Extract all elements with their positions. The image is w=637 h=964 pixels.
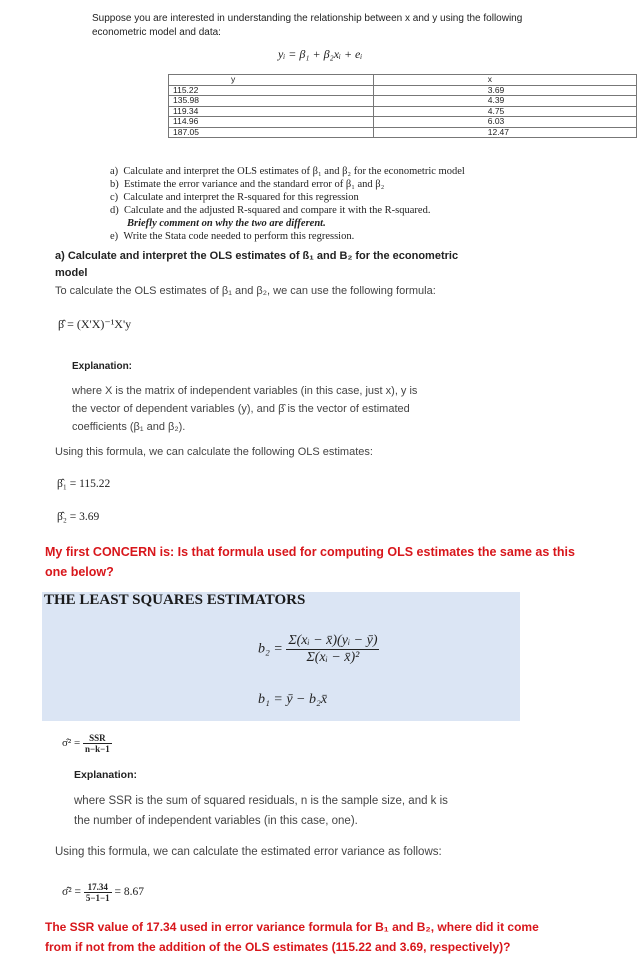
question-letter: e) [110,231,119,242]
data-table-wrapper [168,74,637,138]
variance-formula [62,733,112,754]
using-formula-text: Using this formula, we can calculate the following OLS estimates: [55,446,373,458]
data-table [168,74,637,138]
table-header-row [169,75,637,86]
b1-formula: b₁ = ȳ − b₂x̄ [258,692,328,707]
formula-intro: To calculate the OLS estimates of β₁ and β₂, we can use the following formula: [55,285,436,297]
problem-intro-line2: econometric model and data: [92,27,221,38]
table-row [169,96,637,107]
explanation-line1: where X is the matrix of independent variables (in this case, just x), y is [72,385,418,397]
table-header-x: x [373,75,636,86]
concern-2 [45,917,539,957]
b2-denominator: Σ(xᵢ − x̄)² [306,650,360,665]
variance-calculation [62,882,144,903]
variance-calc-fraction [84,882,112,903]
answer-heading-line2: model [55,267,88,279]
ols-formula: β̂ = (X'X)⁻¹X'y [58,317,132,331]
b2-numerator: Σ(xᵢ − x̄)(yᵢ − ȳ) [288,633,378,648]
answer-heading-line1: a) Calculate and interpret the OLS estimates of ß₁ and B₂ for the econometric [55,250,459,262]
variance-numerator: SSR [83,733,112,744]
table-cell-x: 3.69 [373,85,636,96]
question-item [110,165,465,178]
explanation-line3: coefficients (β₁ and β₂). [72,421,186,433]
question-item [110,230,465,243]
variance-denominator: n−k−1 [84,744,110,754]
problem-intro [92,12,522,40]
table-cell-x: 4.75 [373,106,636,117]
question-letter: a) [110,166,119,177]
question-letter: c) [110,192,119,203]
table-cell-y: 135.98 [169,96,374,107]
question-item [110,178,465,191]
table-row [169,85,637,96]
b2-estimate: β̂₂ = 3.69 [57,511,100,523]
concern-2-line1: The SSR value of 17.34 used in error variance formula for B₁ and B₂, where did it come [45,920,539,934]
model-equation: yᵢ = β₁ + β₂xᵢ + eᵢ [278,47,363,61]
variance-fraction [83,733,112,754]
question-item [110,191,465,204]
question-letter: b) [110,179,119,190]
question-text: Estimate the error variance and the standard error of β₁ and β₂ [124,179,385,190]
question-letter: d) [110,205,119,216]
concern-1 [45,542,575,582]
table-header-y: y [169,75,374,86]
answer-heading [55,248,458,282]
question-text: Calculate and interpret the OLS estimates of β₁ and β₂ for the econometric model [123,166,465,177]
concern-2-line2: from if not from the addition of the OLS estimates (115.22 and 3.69, respectively)? [45,940,511,954]
concern-1-line2: one below? [45,565,114,579]
variance-lhs: σ̂² = [62,737,81,750]
question-text: Write the Stata code needed to perform this regression. [123,231,355,242]
variance-calc-result: = 8.67 [114,886,145,899]
table-cell-y: 119.34 [169,106,374,117]
explanation-label: Explanation: [72,361,133,372]
table-cell-y: 115.22 [169,85,374,96]
variance-explanation-body [74,791,448,831]
b1-estimate: β̂₁ = 115.22 [57,478,111,490]
table-cell-x: 12.47 [373,127,636,138]
table-row [169,117,637,128]
question-text: Calculate and the adjusted R-squared and compare it with the R-squared. [124,205,431,216]
variance-calc-denominator: 5−1−1 [85,893,110,903]
table-row [169,127,637,138]
question-text: Briefly comment on why the two are different. [127,218,326,229]
table-cell-x: 6.03 [373,117,636,128]
variance-calc-lhs: σ̂² = [62,886,82,899]
explanation-body [72,382,417,436]
variance-explanation-line2: the number of independent variables (in this case, one). [74,815,358,827]
question-item [110,204,465,217]
table-cell-y: 187.05 [169,127,374,138]
concern-1-line1: My first CONCERN is: Is that formula used for computing OLS estimates the same as this [45,545,575,559]
table-cell-y: 114.96 [169,117,374,128]
variance-explanation-line1: where SSR is the sum of squared residuals, n is the sample size, and k is [74,795,448,807]
problem-intro-line1: Suppose you are interested in understanding the relationship between x and y using the following [92,13,523,24]
question-item [110,217,465,230]
variance-explanation-label: Explanation: [74,769,138,781]
explanation-line2: the vector of dependent variables (y), and β̂ is the vector of estimated [72,403,410,415]
table-row [169,106,637,117]
variance-calc-numerator: 17.34 [84,882,112,893]
table-cell-x: 4.39 [373,96,636,107]
b2-formula [258,633,379,666]
b2-lhs: b₂ = [258,641,283,657]
question-list [110,165,465,243]
question-text: Calculate and interpret the R-squared for this regression [123,192,359,203]
variance-using-text: Using this formula, we can calculate the estimated error variance as follows: [55,846,442,858]
least-squares-title: THE LEAST SQUARES ESTIMATORS [44,592,306,608]
b2-fraction [286,633,379,666]
